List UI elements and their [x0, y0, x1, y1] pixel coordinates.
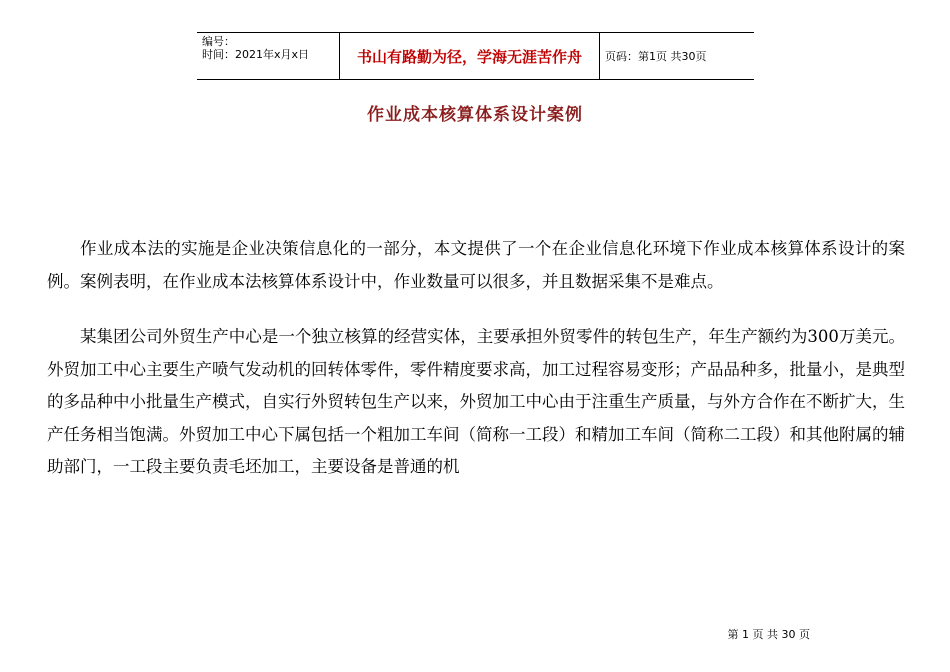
header-meta	[197, 33, 339, 79]
header-motto: 书山有路勤为径，学海无涯苦作舟	[339, 33, 600, 79]
page-header	[197, 32, 754, 80]
document-body	[47, 233, 905, 484]
page-footer: 第 1 页 共 30 页	[727, 628, 810, 641]
document-title: 作业成本核算体系设计案例	[367, 105, 583, 125]
header-page-info: 页码：第1页 共30页	[605, 50, 707, 63]
paragraph-1: 作业成本法的实施是企业决策信息化的一部分，本文提供了一个在企业信息化环境下作业成本核算体系设计的案例。案例表明，在作业成本法核算体系设计中，作业数量可以很多，并且数据采集不是难点。	[47, 239, 905, 291]
number-label: 编号：	[202, 35, 235, 48]
paragraph-2: 某集团公司外贸生产中心是一个独立核算的经营实体，主要承担外贸零件的转包生产，年生产额约为300万美元。外贸加工中心主要生产喷气发动机的回转体零件，零件精度要求高，加工过程容易变形；产品品种多，批量小，是典型的多品种中小批量生产模式，自实行外贸转包生产以来，外贸加工中心由于注重生产质量，与外方合作在不断扩大，生产任务相当饱满。外贸加工中心下属包括一个粗加工车间（简称一工段）和精加工车间（简称二工段）和其他附属的辅助部门，一工段主要负责毛坯加工，主要设备是普通的机	[47, 327, 905, 476]
time-label: 时间：2021年x月x日	[202, 48, 310, 61]
